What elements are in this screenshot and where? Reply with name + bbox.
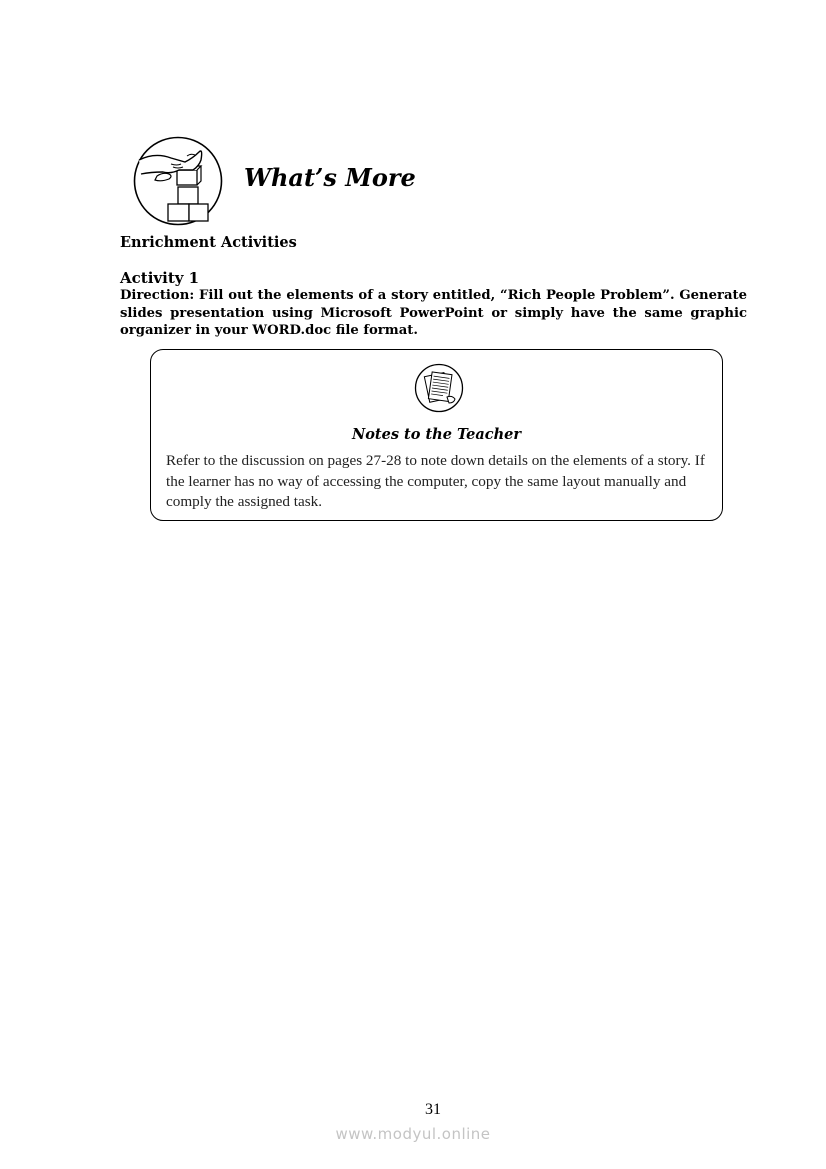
- teacher-notes-box: [150, 349, 723, 521]
- watermark: www.modyul.online: [335, 1125, 491, 1143]
- enrichment-heading: Enrichment Activities: [120, 234, 297, 251]
- direction-text: : Fill out the elements of a story entitled, “Rich People Problem”. Generate slides presentation using Microsoft PowerPoint or simply have the same graphic organizer in your WORD.doc file format.: [120, 288, 747, 338]
- hand-stacking-blocks-icon: [133, 136, 223, 226]
- notes-title: Notes to the Teacher: [352, 426, 521, 443]
- page-number: 31: [425, 1101, 441, 1118]
- notes-papers-icon: [414, 363, 464, 413]
- notes-body: Refer to the discussion on pages 27-28 to note down details on the elements of a story. If the learner has no way of accessing the computer, copy the same layout manually and comply the assigned task.: [166, 452, 705, 510]
- direction-label: Direction: [120, 288, 190, 303]
- section-title: What’s More: [244, 163, 416, 192]
- activity-title: Activity 1: [120, 269, 200, 287]
- activity-direction: [120, 287, 747, 340]
